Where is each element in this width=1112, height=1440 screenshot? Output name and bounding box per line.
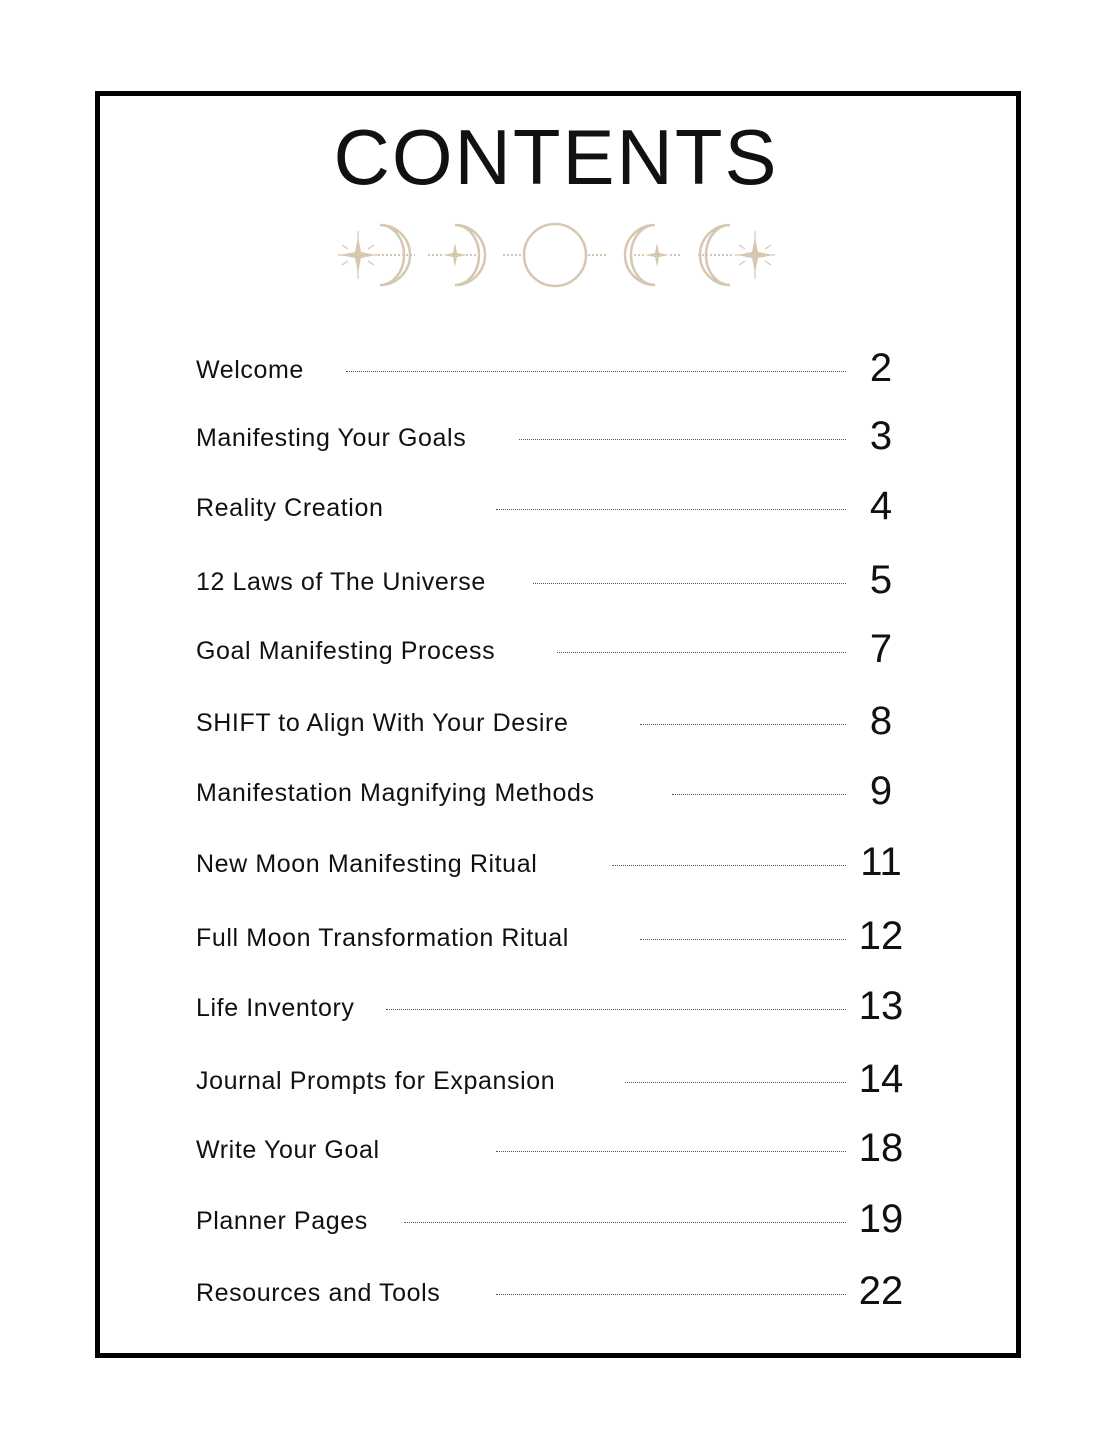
dotted-leader xyxy=(672,794,846,795)
toc-entry[interactable] xyxy=(0,346,1112,390)
toc-entry-label: Manifesting Your Goals xyxy=(196,424,467,452)
toc-page-number: 11 xyxy=(860,840,902,884)
toc-entry-label: Life Inventory xyxy=(196,994,355,1022)
dotted-leader xyxy=(496,1151,846,1152)
toc-entry[interactable] xyxy=(0,414,1112,458)
toc-entry[interactable] xyxy=(0,1269,1112,1313)
toc-page-number: 9 xyxy=(869,769,893,813)
toc-page-number: 19 xyxy=(858,1197,904,1241)
toc-entry-label: 12 Laws of The Universe xyxy=(196,568,486,596)
toc-entry-label: Write Your Goal xyxy=(196,1136,380,1164)
toc-entry[interactable] xyxy=(0,914,1112,958)
dotted-leader xyxy=(533,583,846,584)
toc-page-number: 8 xyxy=(869,699,893,743)
star-icon xyxy=(443,243,467,267)
moon-phases-ornament xyxy=(330,215,780,295)
toc-entry-label: Manifestation Magnifying Methods xyxy=(196,779,595,807)
toc-entry[interactable] xyxy=(0,558,1112,602)
toc-entry[interactable] xyxy=(0,1197,1112,1241)
toc-entry-label: Resources and Tools xyxy=(196,1279,441,1307)
toc-entry[interactable] xyxy=(0,840,1112,884)
toc-page-number: 22 xyxy=(858,1269,904,1313)
toc-page-number: 5 xyxy=(869,558,893,602)
toc-page-number: 7 xyxy=(869,627,893,671)
toc-entry[interactable] xyxy=(0,984,1112,1028)
dotted-leader xyxy=(346,371,846,372)
toc-entry[interactable] xyxy=(0,484,1112,528)
toc-entry[interactable] xyxy=(0,1126,1112,1170)
dotted-leader xyxy=(404,1222,846,1223)
toc-entry-label: SHIFT to Align With Your Desire xyxy=(196,709,569,737)
toc-entry-label: New Moon Manifesting Ritual xyxy=(196,850,538,878)
toc-entry[interactable] xyxy=(0,769,1112,813)
dotted-leader xyxy=(386,1009,846,1010)
star-icon xyxy=(340,237,376,273)
toc-page-number: 14 xyxy=(858,1057,904,1101)
dotted-leader xyxy=(640,939,846,940)
star-icon xyxy=(645,243,669,267)
toc-entry-label: Journal Prompts for Expansion xyxy=(196,1067,556,1095)
toc-entry-label: Planner Pages xyxy=(196,1207,368,1235)
toc-entry[interactable] xyxy=(0,699,1112,743)
toc-page-number: 4 xyxy=(869,484,893,528)
toc-page-number: 12 xyxy=(858,914,904,958)
page-title: CONTENTS xyxy=(333,113,779,201)
dotted-leader xyxy=(625,1082,846,1083)
dotted-leader xyxy=(640,724,846,725)
toc-entry[interactable] xyxy=(0,1057,1112,1101)
dotted-leader xyxy=(519,439,846,440)
toc-entry-label: Goal Manifesting Process xyxy=(196,637,496,665)
toc-page-number: 13 xyxy=(858,984,904,1028)
full-moon-icon xyxy=(524,224,586,286)
toc-entry-label: Full Moon Transformation Ritual xyxy=(196,924,569,952)
dotted-leader xyxy=(612,865,846,866)
toc-entry[interactable] xyxy=(0,627,1112,671)
toc-page-number: 3 xyxy=(869,414,893,458)
toc-entry-label: Reality Creation xyxy=(196,494,384,522)
toc-entry-label: Welcome xyxy=(196,356,304,384)
star-icon xyxy=(737,237,773,273)
toc-page-number: 18 xyxy=(858,1126,904,1170)
dotted-leader xyxy=(496,509,846,510)
dotted-leader xyxy=(557,652,846,653)
dotted-leader xyxy=(496,1294,846,1295)
toc-page-number: 2 xyxy=(869,346,893,390)
